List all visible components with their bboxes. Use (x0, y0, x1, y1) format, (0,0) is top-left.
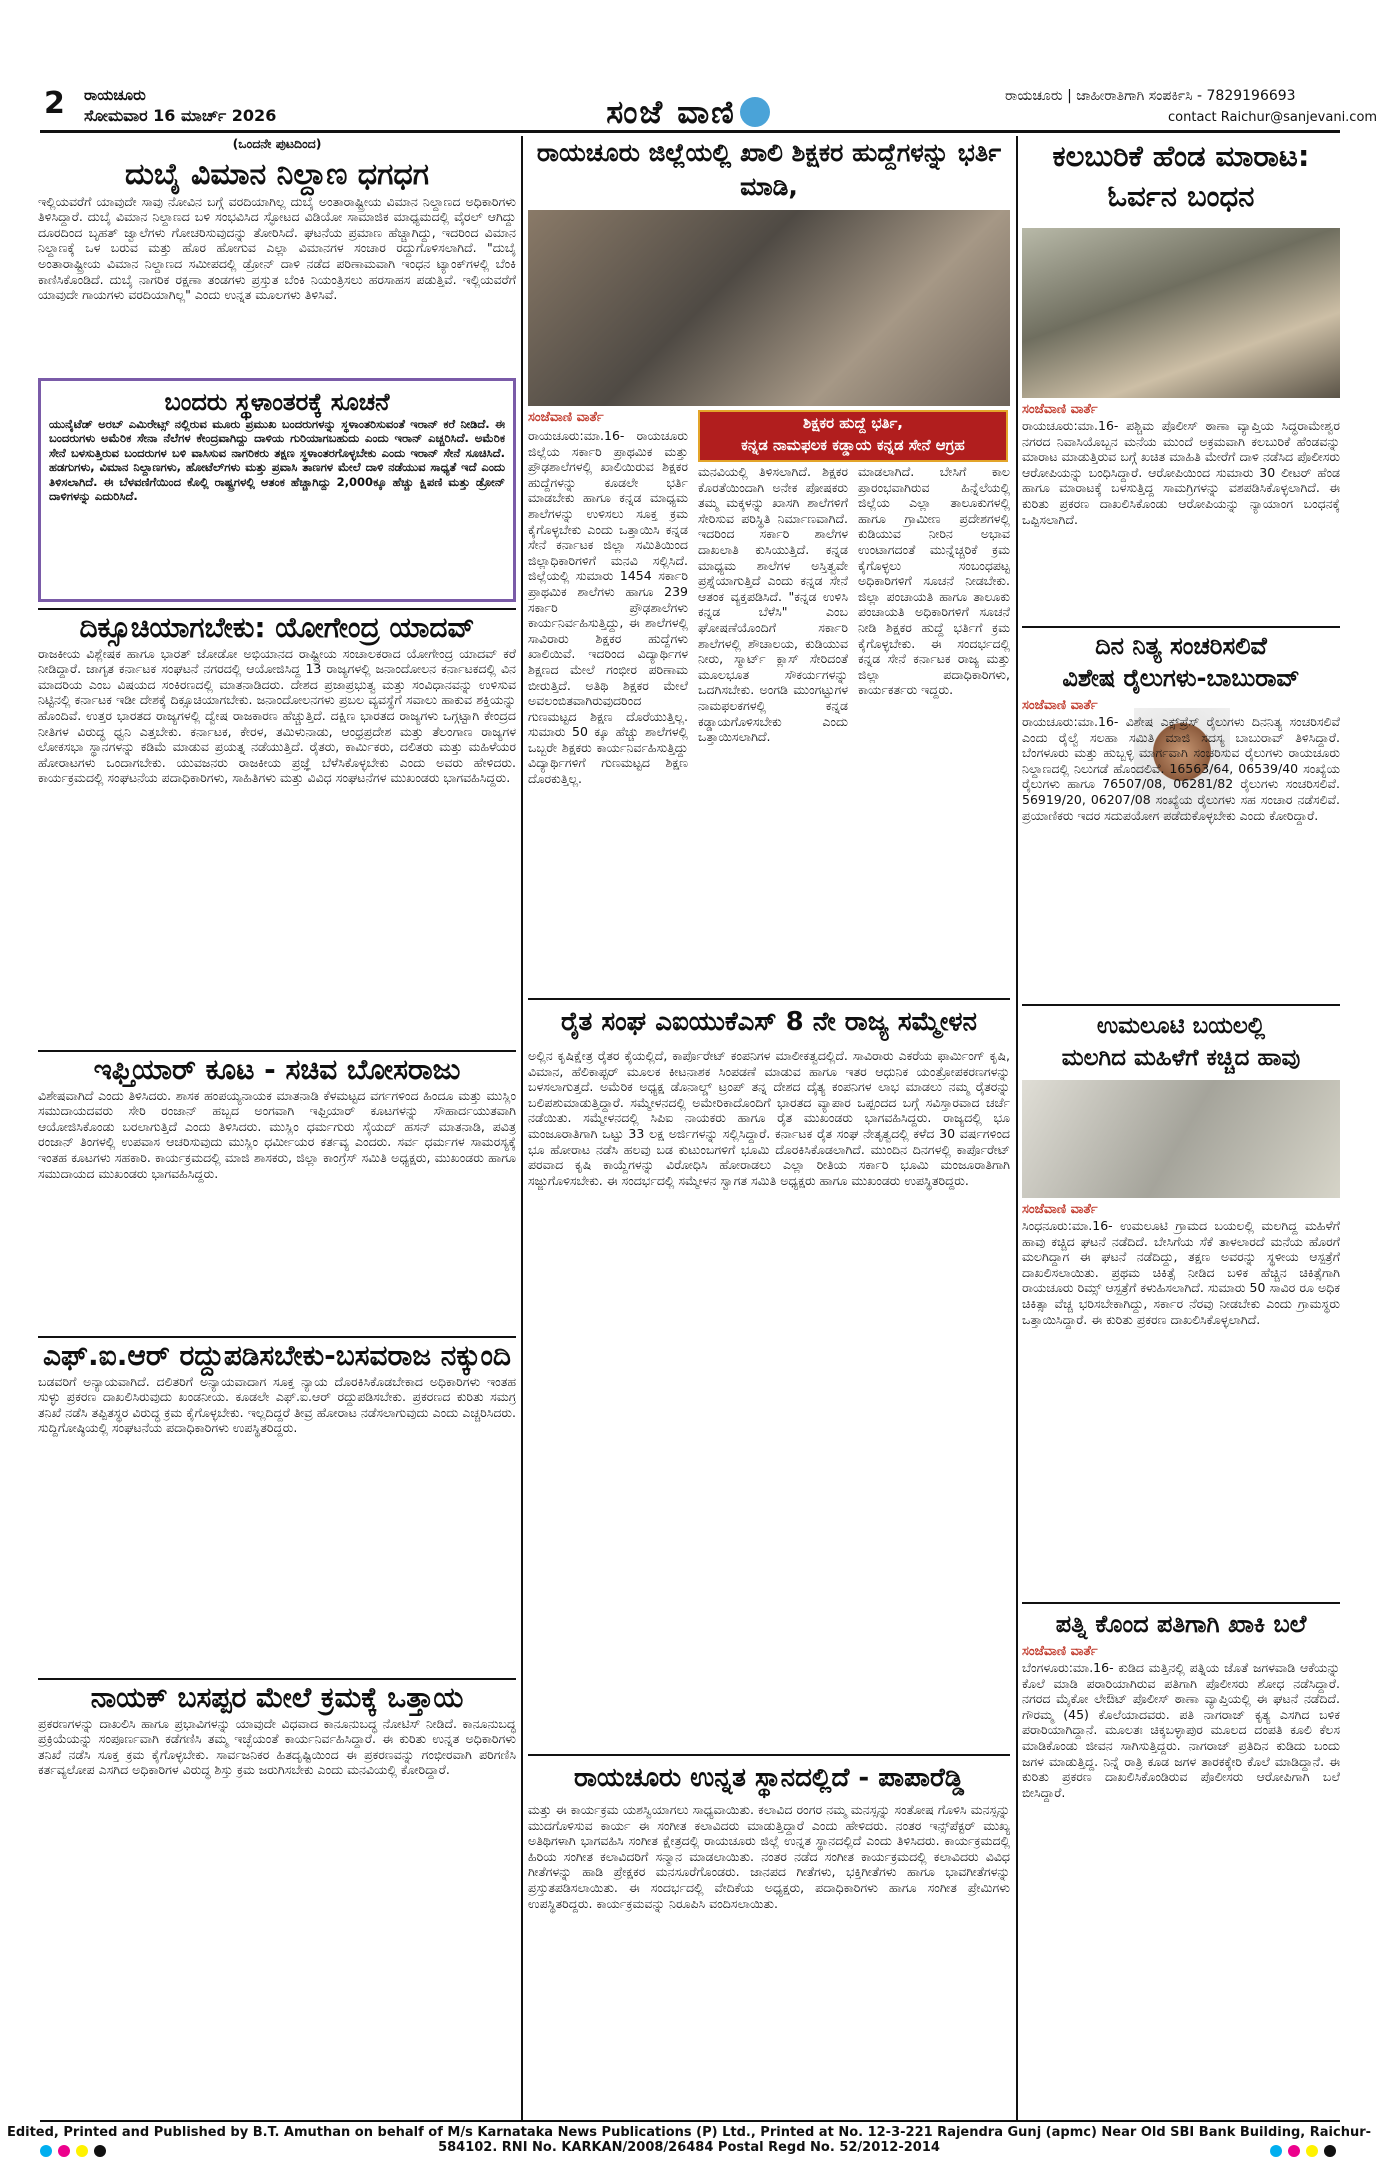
page-number: 2 (44, 86, 65, 121)
snake-photo (1022, 1080, 1340, 1198)
article-trains-title-line1: ದಿನ ನಿತ್ಯ ಸಂಚರಿಸಲಿವೆ (1095, 632, 1267, 660)
column-right (1022, 136, 1340, 2121)
cyan-mark (1270, 2145, 1282, 2157)
column-center (528, 136, 1010, 2121)
masthead-ad-contact: ರಾಯಚೂರು | ಜಾಹೀರಾತಿಗಾಗಿ ಸಂಪರ್ಕಿಸಿ - 7829196693 (1005, 88, 1296, 104)
article-snake-title-line2: ಮಲಗಿದ ಮಹಿಳೆಗೆ ಕಚ್ಚಿದ ಹಾವು (1061, 1045, 1301, 1071)
article-divider (528, 998, 1010, 1000)
boxed-article-body: ಯುನೈಟೆಡ್ ಅರಬ್ ಎಮಿರೇಟ್ಸ್ ನಲ್ಲಿರುವ ಮೂರು ಪ್ರಮುಖ ಬಂದರುಗಳನ್ನು ಸ್ಥಳಾಂತರಿಸುವಂತೆ ಇರಾನ್ ಕರೆ ನೀಡಿದೆ. ಈ ಬಂದರುಗಳು ಅಮೆರಿಕ ಸೇನಾ ನೆಲೆಗಳ ಕೇಂದ್ರವಾಗಿದ್ದು ದಾಳಿಯ ಗುರಿಯಾಗಬಹುದು ಎಂದು ಇರಾನ್ ಎಚ್ಚರಿಸಿದೆ. ಅಮೆರಿಕ ಸೇನೆ ಬಳಸುತ್ತಿರುವ ಬಂದರುಗಳ ಬಳಿ ವಾಸಿಸುವ ನಾಗರಿಕರು ತಕ್ಷಣ ಸ್ಥಳಾಂತರಗೊಳ್ಳಬೇಕು ಎಂದು ಇರಾನ್ ಸೇನೆ ಸೂಚಿಸಿದೆ. ಹಡಗುಗಳು, ವಿಮಾನ ನಿಲ್ದಾಣಗಳು, ಹೋಟೆಲ್‌ಗಳು ಮತ್ತು ಪ್ರವಾಸಿ ತಾಣಗಳ ಮೇಲೆ ದಾಳಿ ನಡೆಯುವ ಸಾಧ್ಯತೆ ಇದೆ ಎಂದು ತಿಳಿಸಲಾಗಿದೆ. ಈ ಬೆಳವಣಿಗೆಯಿಂದ ಕೊಲ್ಲಿ ರಾಷ್ಟ್ರಗಳಲ್ಲಿ ಆತಂಕ ಹೆಚ್ಚಾಗಿದ್ದು 2,000ಕ್ಕೂ ಹೆಚ್ಚು ಕ್ಷಿಪಣಿ ಮತ್ತು ಡ್ರೋನ್ ದಾಳಿಗಳನ್ನು ಎದುರಿಸಿದೆ. (49, 416, 505, 504)
snake-byline: ಸಂಜೆವಾಣಿ ವಾರ್ತೆ (1022, 1202, 1098, 1217)
footer-imprint: Edited, Printed and Published by B.T. Amuthan on behalf of M/s Karnataka News Publications (P) Ltd., Printed at No. 12-3-221 Rajendra Gunj (apmc) Near Old SBI Bank Building, Raichur-584102. RNI No. KARKAN/2008/26484 Postal Regd No. 52/2012-2014 (6, 2125, 1372, 2155)
article-divider (38, 608, 516, 610)
article-nayak-body: ಪ್ರಕರಣಗಳನ್ನು ದಾಖಲಿಸಿ ಹಾಗೂ ಪ್ರಭಾವಿಗಳನ್ನು ಯಾವುದೇ ವಿಧವಾದ ಕಾನೂನುಬದ್ಧ ನೋಟಿಸ್ ನೀಡಿದೆ. ಕಾನೂನುಬದ್ಧ ಪ್ರಕ್ರಿಯೆಯನ್ನು ಸಂಪೂರ್ಣವಾಗಿ ಕಡೆಗಣಿಸಿ ತಮ್ಮ ಇಚ್ಛೆಯಂತೆ ಕಾರ್ಯನಿರ್ವಹಿಸಿದ್ದಾರೆ. ಈ ಕುರಿತು ಉನ್ನತ ಅಧಿಕಾರಿಗಳು ತನಿಖೆ ನಡೆಸಿ ಸೂಕ್ತ ಕ್ರಮ ಕೈಗೊಳ್ಳಬೇಕು. ಸಾರ್ವಜನಿಕರ ಹಿತದೃಷ್ಟಿಯಿಂದ ಈ ಪ್ರಕರಣವನ್ನು ಗಂಭೀರವಾಗಿ ಪರಿಗಣಿಸಿ ಕರ್ತವ್ಯಲೋಪ ಎಸಗಿದ ಅಧಿಕಾರಿಗಳ ವಿರುದ್ಧ ಶಿಸ್ತು ಕ್ರಮ ಜರುಗಿಸಬೇಕು ಎಂದು ಮನವಿಯಲ್ಲಿ ಕೋರಿದ್ದಾರೆ. (38, 1715, 516, 1778)
article-nayak-title: ನಾಯಕ್ ಬಸಪ್ಪರ ಮೇಲೆ ಕ್ರಮಕ್ಕೆ ಒತ್ತಾಯ (90, 1680, 464, 1714)
article-raichur-title: ರಾಯಚೂರು ಉನ್ನತ ಸ್ಥಾನದಲ್ಲಿದೆ - ಪಾಪಾರೆಡ್ಡಿ (573, 1763, 965, 1793)
article-dubai-title: ದುಬೈ ವಿಮಾನ ನಿಲ್ದಾಣ ಧಗಧಗ (124, 156, 430, 192)
article-yadav-title: ದಿಕ್ಸೂಚಿಯಾಗಬೇಕು: ಯೋಗೇಂದ್ರ ಯಾದವ್ (79, 610, 475, 644)
article-snake-body: ಸಿಂಧನೂರು:ಮಾ.16- ಉಮಲೂಟಿ ಗ್ರಾಮದ ಬಯಲಲ್ಲಿ ಮಲಗಿದ್ದ ಮಹಿಳೆಗೆ ಹಾವು ಕಚ್ಚಿದ ಘಟನೆ ನಡೆದಿದೆ. ಬೇಸಿಗೆಯ ಸೆಕೆ ತಾಳಲಾರದೆ ಮನೆಯ ಹೊರಗೆ ಮಲಗಿದ್ದಾಗ ಈ ಘಟನೆ ನಡೆದಿದ್ದು, ತಕ್ಷಣ ಅವರನ್ನು ಸ್ಥಳೀಯ ಆಸ್ಪತ್ರೆಗೆ ದಾಖಲಿಸಲಾಯಿತು. ಪ್ರಥಮ ಚಿಕಿತ್ಸೆ ನೀಡಿದ ಬಳಿಕ ಹೆಚ್ಚಿನ ಚಿಕಿತ್ಸೆಗಾಗಿ ರಾಯಚೂರು ರಿಮ್ಸ್ ಆಸ್ಪತ್ರೆಗೆ ಕಳುಹಿಸಲಾಗಿದೆ. ಸುಮಾರು 50 ಸಾವಿರ ರೂ ಅಧಿಕ ಚಿಕಿತ್ಸಾ ವೆಚ್ಚ ಭರಿಸಬೇಕಾಗಿದ್ದು, ಸರ್ಕಾರ ನೆರವು ನೀಡಬೇಕು ಎಂದು ಗ್ರಾಮಸ್ಥರು ಒತ್ತಾಯಿಸಿದ್ದಾರೆ. ಈ ಕುರಿತು ಪ್ರಕರಣ ದಾಖಲಿಸಿಕೊಳ್ಳಲಾಗಿದೆ. (1022, 1218, 1340, 1327)
boxed-article-title: ಬಂದರು ಸ್ಥಳಾಂತರಕ್ಕೆ ಸೂಚನೆ (164, 387, 390, 416)
murder-byline: ಸಂಜೆವಾಣಿ ವಾರ್ತೆ (1022, 1644, 1098, 1659)
article-divider (38, 1678, 516, 1680)
article-liquor-body: ರಾಯಚೂರು:ಮಾ.16- ಪಶ್ಚಿಮ ಪೊಲೀಸ್ ಠಾಣಾ ವ್ಯಾಪ್ತಿಯ ಸಿದ್ಧರಾಮೇಶ್ವರ ನಗರದ ನಿವಾಸಿಯೊಬ್ಬನ ಮನೆಯ ಮುಂದೆ ಅಕ್ರಮವಾಗಿ ಕಲಬುರಿಕೆ ಹೆಂಡವನ್ನು ಮಾರಾಟ ಮಾಡುತ್ತಿರುವ ಬಗ್ಗೆ ಖಚಿತ ಮಾಹಿತಿ ಮೇರೆಗೆ ದಾಳಿ ನಡೆಸಿದ ಪೊಲೀಸರು ಆರೋಪಿಯನ್ನು ಬಂಧಿಸಿದ್ದಾರೆ. ಆರೋಪಿಯಿಂದ ಸುಮಾರು 30 ಲೀಟರ್ ಹೆಂಡ ಹಾಗೂ ಮಾರಾಟಕ್ಕೆ ಬಳಸುತ್ತಿದ್ದ ಸಾಮಗ್ರಿಗಳನ್ನು ವಶಪಡಿಸಿಕೊಳ್ಳಲಾಗಿದೆ. ಈ ಕುರಿತು ಪ್ರಕರಣ ದಾಖಲಿಸಿಕೊಂಡು ಆರೋಪಿಯನ್ನು ನ್ಯಾಯಾಂಗ ಬಂಧನಕ್ಕೆ ಒಪ್ಪಿಸಲಾಗಿದೆ. (1022, 418, 1340, 527)
article-divider (1022, 626, 1340, 628)
article-farmers-title: ರೈತ ಸಂಘ ಎಐಯುಕೆಎಸ್ 8 ನೇ ರಾಜ್ಯ ಸಮ್ಮೇಳನ (561, 1007, 977, 1037)
article-snake-title-line1: ಉಮಲೂಟಿ ಬಯಲಲ್ಲಿ (1096, 1013, 1266, 1039)
yellow-mark (1306, 2145, 1318, 2157)
lead-title-line1: ರಾಯಚೂರು ಜಿಲ್ಲೆಯಲ್ಲಿ ಖಾಲಿ ಶಿಕ್ಷಕರ ಹುದ್ದೆಗಳನ್ನು ಭರ್ತಿ ಮಾಡಿ, (536, 138, 1002, 201)
article-yadav-body: ರಾಜಕೀಯ ವಿಶ್ಲೇಷಕ ಹಾಗೂ ಭಾರತ್ ಜೋಡೋ ಅಭಿಯಾನದ ರಾಷ್ಟ್ರೀಯ ಸಂಚಾಲಕರಾದ ಯೋಗೇಂದ್ರ ಯಾದವ್ ಕರೆ ನೀಡಿದ್ದಾರೆ. ಜಾಗೃತ ಕರ್ನಾಟಕ ಸಂಘಟನೆ ನಗರದಲ್ಲಿ ಆಯೋಜಿಸಿದ್ದ 13 ರಾಜ್ಯಗಳಲ್ಲಿ ಜನಾಂದೋಲನ ಕರ್ನಾಟಕದಲ್ಲಿ ವಿನ ಮಾದರಿಯ ಎಂಬ ವಿಷಯದ ಸಂಕಿರಣದಲ್ಲಿ ಮಾತನಾಡಿದರು. ದೇಶದ ಪ್ರಜಾಪ್ರಭುತ್ವ ಮತ್ತು ಸಂವಿಧಾನವನ್ನು ಉಳಿಸುವ ನಿಟ್ಟಿನಲ್ಲಿ ಕರ್ನಾಟಕ ಇಡೀ ದೇಶಕ್ಕೆ ದಿಕ್ಸೂಚಿಯಾಗಬೇಕು. ಜನಾಂದೋಲನಗಳು ಪ್ರಬಲ ವ್ಯವಸ್ಥೆಗೆ ಸವಾಲು ಹಾಕುವ ಶಕ್ತಿಯನ್ನು ಹೊಂದಿವೆ. ಉತ್ತರ ಭಾರತದ ರಾಜ್ಯಗಳಲ್ಲಿ ದ್ವೇಷ ರಾಜಕಾರಣ ಹೆಚ್ಚುತ್ತಿದೆ. ದಕ್ಷಿಣ ಭಾರತದ ರಾಜ್ಯಗಳು ಒಗ್ಗಟ್ಟಾಗಿ ಕೇಂದ್ರದ ನೀತಿಗಳ ವಿರುದ್ಧ ಧ್ವನಿ ಎತ್ತಬೇಕು. ಕರ್ನಾಟಕ, ಕೇರಳ, ತಮಿಳುನಾಡು, ಆಂಧ್ರಪ್ರದೇಶ ಮತ್ತು ತೆಲಂಗಾಣ ರಾಜ್ಯಗಳ ಲೋಕಸಭಾ ಸ್ಥಾನಗಳನ್ನು ಕಡಿಮೆ ಮಾಡುವ ಪ್ರಯತ್ನ ನಡೆಯುತ್ತಿದೆ. ರೈತರು, ಕಾರ್ಮಿಕರು, ದಲಿತರು ಮತ್ತು ಮಹಿಳೆಯರ ಹೋರಾಟಗಳು ಒಂದಾಗಬೇಕು. ಯುವಜನರು ರಾಜಕೀಯ ಪ್ರಜ್ಞೆ ಬೆಳೆಸಿಕೊಳ್ಳಬೇಕು ಎಂದು ಅವರು ಹೇಳಿದರು. ಕಾರ್ಯಕ್ರಮದಲ್ಲಿ ಸಂಘಟನೆಯ ಪದಾಧಿಕಾರಿಗಳು, ಸಾಹಿತಿಗಳು ಮತ್ತು ವಿವಿಧ ಸಂಘಟನೆಗಳ ಮುಖಂಡರು ಭಾಗವಹಿಸಿದ್ದರು. (38, 645, 516, 786)
lead-photo (528, 210, 1010, 406)
liquor-byline: ಸಂಜೆವಾಣಿ ವಾರ್ತೆ (1022, 402, 1098, 417)
magenta-mark (1288, 2145, 1300, 2157)
lead-byline: ಸಂಜೆವಾಣಿ ವಾರ್ತೆ (528, 410, 604, 425)
article-murder-title: ಪತ್ನಿ ಕೊಂದ ಪತಿಗಾಗಿ ಖಾಕಿ ಬಲೆ (1055, 1610, 1307, 1638)
article-divider (38, 1050, 516, 1052)
article-raichur-body: ಮತ್ತು ಈ ಕಾರ್ಯಕ್ರಮ ಯಶಸ್ವಿಯಾಗಲು ಸಾಧ್ಯವಾಯಿತು. ಕಲಾವಿದ ರಂಗರ ನಮ್ಮ ಮನಸ್ಸನ್ನು ಸಂತೋಷ ಗೊಳಿಸಿ ಮನಸ್ಸನ್ನು ಮುದಗೊಳಿಸುವ ಕಾರ್ಯ ಈ ಸಂಗೀತ ಕಲಾವಿದರು ಮಾಡುತ್ತಿದ್ದಾರೆ ಎಂದು ಹೇಳಿದರು. ನಂತರ ಇನ್ಸ್‌ಪೆಕ್ಟರ್ ಮುಖ್ಯ ಅತಿಥಿಗಳಾಗಿ ಭಾಗವಹಿಸಿ ಸಂಗೀತ ಕ್ಷೇತ್ರದಲ್ಲಿ ರಾಯಚೂರು ಜಿಲ್ಲೆ ಉನ್ನತ ಸ್ಥಾನದಲ್ಲಿದೆ ಎಂದು ತಿಳಿಸಿದರು. ಕಾರ್ಯಕ್ರಮದಲ್ಲಿ ಹಿರಿಯ ಸಂಗೀತ ಕಲಾವಿದರಿಗೆ ಸನ್ಮಾನ ಮಾಡಲಾಯಿತು. ನಂತರ ನಡೆದ ಸಂಗೀತ ಕಾರ್ಯಕ್ರಮದಲ್ಲಿ ಕಲಾವಿದರು ವಿವಿಧ ಗೀತೆಗಳನ್ನು ಹಾಡಿ ಪ್ರೇಕ್ಷಕರ ಮನಸೂರೆಗೊಂಡರು. ಜಾನಪದ ಗೀತೆಗಳು, ಭಕ್ತಿಗೀತೆಗಳು ಹಾಗೂ ಭಾವಗೀತೆಗಳನ್ನು ಪ್ರಸ್ತುತಪಡಿಸಲಾಯಿತು. ಈ ಸಂದರ್ಭದಲ್ಲಿ ವೇದಿಕೆಯ ಅಧ್ಯಕ್ಷರು, ಪದಾಧಿಕಾರಿಗಳು ಹಾಗೂ ಸಂಗೀತ ಪ್ರೇಮಿಗಳು ಉಪಸ್ಥಿತರಿದ್ದರು. ಕಾರ್ಯಕ್ರಮವನ್ನು ನಿರೂಪಿಸಿ ವಂದಿಸಲಾಯಿತು. (528, 1802, 1010, 1911)
article-trains-title-line2: ವಿಶೇಷ ರೈಲುಗಳು-ಬಾಬುರಾವ್ (1062, 664, 1300, 692)
highlight-line1: ಶಿಕ್ಷಕರ ಹುದ್ದೆ ಭರ್ತಿ, (803, 414, 903, 432)
lead-body-col-a: ರಾಯಚೂರು:ಮಾ.16- ರಾಯಚೂರು ಜಿಲ್ಲೆಯ ಸರ್ಕಾರಿ ಪ್ರಾಥಮಿಕ ಮತ್ತು ಪ್ರೌಢಶಾಲೆಗಳಲ್ಲಿ ಖಾಲಿಯಿರುವ ಶಿಕ್ಷಕರ ಹುದ್ದೆಗಳನ್ನು ಕೂಡಲೇ ಭರ್ತಿ ಮಾಡಬೇಕು ಹಾಗೂ ಕನ್ನಡ ಮಾಧ್ಯಮ ಶಾಲೆಗಳನ್ನು ಉಳಿಸಲು ಸೂಕ್ತ ಕ್ರಮ ಕೈಗೊಳ್ಳಬೇಕು ಎಂದು ಒತ್ತಾಯಿಸಿ ಕನ್ನಡ ಸೇನೆ ಕರ್ನಾಟಕ ಜಿಲ್ಲಾ ಸಮಿತಿಯಿಂದ ಜಿಲ್ಲಾಧಿಕಾರಿಗಳಿಗೆ ಮನವಿ ಸಲ್ಲಿಸಿದೆ. ಜಿಲ್ಲೆಯಲ್ಲಿ ಸುಮಾರು 1454 ಸರ್ಕಾರಿ ಪ್ರಾಥಮಿಕ ಶಾಲೆಗಳು ಹಾಗೂ 239 ಸರ್ಕಾರಿ ಪ್ರೌಢಶಾಲೆಗಳು ಕಾರ್ಯನಿರ್ವಹಿಸುತ್ತಿದ್ದು, ಈ ಶಾಲೆಗಳಲ್ಲಿ ಸಾವಿರಾರು ಶಿಕ್ಷಕರ ಹುದ್ದೆಗಳು ಖಾಲಿಯಿವೆ. ಇದರಿಂದ ವಿದ್ಯಾರ್ಥಿಗಳ ಶಿಕ್ಷಣದ ಮೇಲೆ ಗಂಭೀರ ಪರಿಣಾಮ ಬೀರುತ್ತಿದೆ. ಅತಿಥಿ ಶಿಕ್ಷಕರ ಮೇಲೆ ಅವಲಂಬಿತವಾಗಿರುವುದರಿಂದ ಗುಣಮಟ್ಟದ ಶಿಕ್ಷಣ ದೊರೆಯುತ್ತಿಲ್ಲ. ಸುಮಾರು 50 ಕ್ಕೂ ಹೆಚ್ಚು ಶಾಲೆಗಳಲ್ಲಿ ಒಬ್ಬರೇ ಶಿಕ್ಷಕರು ಕಾರ್ಯನಿರ್ವಹಿಸುತ್ತಿದ್ದು ವಿದ್ಯಾರ್ಥಿಗಳಿಗೆ ಗುಣಮಟ್ಟದ ಶಿಕ್ಷಣ ದೊರಕುತ್ತಿಲ್ಲ. (528, 428, 688, 787)
article-divider (1022, 1602, 1340, 1604)
column-left (38, 136, 516, 2121)
black-mark (1324, 2145, 1336, 2157)
article-fir-body: ಬಡವರಿಗೆ ಅನ್ಯಾಯವಾಗಿದೆ. ದಲಿತರಿಗೆ ಅನ್ಯಾಯವಾದಾಗ ಸೂಕ್ತ ನ್ಯಾಯ ದೊರಕಿಸಿಕೊಡಬೇಕಾದ ಅಧಿಕಾರಿಗಳು ಇಂತಹ ಸುಳ್ಳು ಪ್ರಕರಣ ದಾಖಲಿಸಿರುವುದು ಖಂಡನೀಯ. ಕೂಡಲೇ ಎಫ್.ಐ.ಆರ್ ರದ್ದುಪಡಿಸಬೇಕು. ಪ್ರಕರಣದ ಕುರಿತು ಸಮಗ್ರ ತನಿಖೆ ನಡೆಸಿ ತಪ್ಪಿತಸ್ಥರ ವಿರುದ್ಧ ಕ್ರಮ ಕೈಗೊಳ್ಳಬೇಕು. ಇಲ್ಲದಿದ್ದರೆ ತೀವ್ರ ಹೋರಾಟ ನಡೆಸಲಾಗುವುದು ಎಂದು ಎಚ್ಚರಿಸಿದರು. ಸುದ್ದಿಗೋಷ್ಠಿಯಲ್ಲಿ ಸಂಘಟನೆಯ ಪದಾಧಿಕಾರಿಗಳು ಉಪಸ್ಥಿತರಿದ್ದರು. (38, 1373, 516, 1436)
article-divider (38, 1336, 516, 1338)
article-farmers-body: ಅಲ್ಲಿನ ಕೃಷಿಕ್ಷೇತ್ರ ರೈತರ ಕೈಯಲ್ಲಿದೆ, ಕಾರ್ಪೊರೇಟ್ ಕಂಪನಿಗಳ ಮಾಲೀಕತ್ವದಲ್ಲಿದೆ. ಸಾವಿರಾರು ಎಕರೆಯ ಫಾರ್ಮಿಂಗ್ ಕೃಷಿ, ವಿಮಾನ, ಹೆಲಿಕಾಪ್ಟರ್ ಮೂಲಕ ಕೀಟನಾಶಕ ಸಿಂಪಡಣೆ ಮಾಡುವ ಹಾಗೂ ಇತರ ಆಧುನಿಕ ಯಂತ್ರೋಪಕರಣಗಳನ್ನು ಬಳಸಲಾಗುತ್ತದೆ. ಅಮೆರಿಕ ಅಧ್ಯಕ್ಷ ಡೊನಾಲ್ಡ್ ಟ್ರಂಪ್ ತನ್ನ ದೇಶದ ದೈತ್ಯ ಕಂಪನಿಗಳ ಲಾಭ ಮಾಡಲು ನಮ್ಮ ರೈತರನ್ನು ಬಲಿಪಶುಮಾಡುತ್ತಿದ್ದಾರೆ. ಸಮ್ಮೇಳನದಲ್ಲಿ ಅಮೇರಿಕಾದೊಂದಿಗೆ ಭಾರತದ ವ್ಯಾಪಾರ ಒಪ್ಪಂದದ ಬಗ್ಗೆ ಸವಿಸ್ತಾರವಾದ ಚರ್ಚೆ ನಡೆಯಿತು. ಸಮ್ಮೇಳನದಲ್ಲಿ ಸಿಪಿಐ ನಾಯಕರು ಹಾಗೂ ರೈತ ಮುಖಂಡರು ಭಾಗವಹಿಸಿದ್ದರು. ರಾಜ್ಯದಲ್ಲಿ ಭೂ ಮಂಜೂರಾತಿಗಾಗಿ ಒಟ್ಟು 33 ಲಕ್ಷ ಅರ್ಜಿಗಳನ್ನು ಸಲ್ಲಿಸಿದ್ದಾರೆ. ಕರ್ನಾಟಕ ರೈತ ಸಂಘ ನೇತೃತ್ವದಲ್ಲಿ ಕಳೆದ 30 ವರ್ಷಗಳಿಂದ ಭೂ ಹೋರಾಟ ನಡೆಸಿ ಹಲವು ಬಡ ಕುಟುಂಬಗಳಿಗೆ ಭೂಮಿ ದೊರಕಿಸಿಕೊಡಲಾಗಿದೆ. ಮುಂದಿನ ದಿನಗಳಲ್ಲಿ ಕಾರ್ಪೊರೇಟ್ ಪರವಾದ ಕೃಷಿ ಕಾಯ್ದೆಗಳನ್ನು ವಿರೋಧಿಸಿ ಹೋರಾಡಲು ಎಲ್ಲಾ ರೀತಿಯ ಸರ್ಕಾರಿ ಭೂಮಿ ಮಂಜೂರಾತಿಗಾಗಿ ಸಜ್ಜುಗೊಳಿಸಬೇಕು. ಈ ಸಂದರ್ಭದಲ್ಲಿ ಸಮ್ಮೇಳನ ಸ್ವಾಗತ ಸಮಿತಿ ಅಧ್ಯಕ್ಷರು ಹಾಗೂ ಮುಖಂಡರು ಉಪಸ್ಥಿತರಿದ್ದರು. (528, 1048, 1010, 1188)
print-marks-left (40, 2145, 106, 2157)
newspaper-logo (560, 90, 820, 134)
article-divider (1022, 1004, 1340, 1006)
footer-rule (40, 2120, 1340, 2122)
article-divider (528, 1754, 1010, 1756)
print-marks-right (1270, 2145, 1336, 2157)
cyan-mark (40, 2145, 52, 2157)
liquor-photo (1022, 228, 1340, 398)
masthead-rule (40, 130, 1340, 133)
globe-icon (740, 97, 770, 127)
article-trains-body: ರಾಯಚೂರು:ಮಾ.16- ವಿಶೇಷ ಎಕ್ಸ್‌ಪ್ರೆಸ್ ರೈಲುಗಳು ದಿನನಿತ್ಯ ಸಂಚರಿಸಲಿವೆ ಎಂದು ರೈಲ್ವೆ ಸಲಹಾ ಸಮಿತಿ ಮಾಜಿ ಸದಸ್ಯ ಬಾಬುರಾವ್ ತಿಳಿಸಿದ್ದಾರೆ. ಬೆಂಗಳೂರು ಮತ್ತು ಹುಬ್ಬಳ್ಳಿ ಮಾರ್ಗವಾಗಿ ಸಂಚರಿಸುವ ರೈಲುಗಳು ರಾಯಚೂರು ನಿಲ್ದಾಣದಲ್ಲಿ ನಿಲುಗಡೆ ಹೊಂದಲಿವೆ. 16563/64, 06539/40 ಸಂಖ್ಯೆಯ ರೈಲುಗಳು ಹಾಗೂ 76507/08, 06281/82 ರೈಲುಗಳು ಸಂಚರಿಸಲಿವೆ. 56919/20, 06207/08 ಸಂಖ್ಯೆಯ ರೈಲುಗಳು ಸಹ ಸಂಚಾರ ನಡೆಸಲಿವೆ. ಪ್ರಯಾಣಿಕರು ಇದರ ಸದುಪಯೋಗ ಪಡೆದುಕೊಳ್ಳಬೇಕು ಎಂದು ಕೋರಿದ್ದಾರೆ. (1022, 714, 1340, 823)
column-divider (521, 136, 523, 2121)
masthead-email: contact Raichur@sanjevani.com (1168, 110, 1378, 125)
logo-text: ಸಂಜೆ ವಾಣಿ (606, 92, 736, 131)
article-fir-title: ಎಫ್.ಐ.ಆರ್ ರದ್ದುಪಡಿಸಬೇಕು-ಬಸವರಾಜ ನಕ್ಕುಂದಿ (42, 1338, 512, 1372)
masthead-date: ಸೋಮವಾರ 16 ಮಾರ್ಚ್ 2026 (84, 106, 277, 125)
column-divider (1016, 136, 1018, 2121)
trains-byline: ಸಂಜೆವಾಣಿ ವಾರ್ತೆ (1022, 698, 1098, 713)
magenta-mark (58, 2145, 70, 2157)
article-liquor-title: ಕಲಬುರಿಕೆ ಹೆಂಡ ಮಾರಾಟ: ಓರ್ವನ ಬಂಧನ (1052, 139, 1310, 213)
lead-body-col-c: ಮಾಡಲಾಗಿದೆ. ಬೇಸಿಗೆ ಕಾಲ ಪ್ರಾರಂಭವಾಗಿರುವ ಹಿನ್ನೆಲೆಯಲ್ಲಿ ಜಿಲ್ಲೆಯ ಎಲ್ಲಾ ತಾಲೂಕುಗಳಲ್ಲಿ ಹಾಗೂ ಗ್ರಾಮೀಣ ಪ್ರದೇಶಗಳಲ್ಲಿ ಕುಡಿಯುವ ನೀರಿನ ಅಭಾವ ಉಂಟಾಗದಂತೆ ಮುನ್ನೆಚ್ಚರಿಕೆ ಕ್ರಮ ಕೈಗೊಳ್ಳಲು ಸಂಬಂಧಪಟ್ಟ ಅಧಿಕಾರಿಗಳಿಗೆ ಸೂಚನೆ ನೀಡಬೇಕು. ಜಿಲ್ಲಾ ಪಂಚಾಯತಿ ಹಾಗೂ ತಾಲೂಕು ಪಂಚಾಯತಿ ಅಧಿಕಾರಿಗಳಿಗೆ ಸೂಚನೆ ನೀಡಿ ಶಿಕ್ಷಕರ ಹುದ್ದೆ ಭರ್ತಿಗೆ ಕ್ರಮ ಕೈಗೊಳ್ಳಬೇಕು. ಈ ಸಂದರ್ಭದಲ್ಲಿ ಕನ್ನಡ ಸೇನೆ ಕರ್ನಾಟಕ ರಾಜ್ಯ ಮತ್ತು ಜಿಲ್ಲಾ ಪದಾಧಿಕಾರಿಗಳು, ಕಾರ್ಯಕರ್ತರು ಇದ್ದರು. (858, 464, 1010, 698)
continued-label: (ಒಂದನೇ ಪುಟದಿಂದ) (232, 136, 322, 151)
black-mark (94, 2145, 106, 2157)
article-dubai-body: ಇಲ್ಲಿಯವರೆಗೆ ಯಾವುದೇ ಸಾವು ನೋವಿನ ಬಗ್ಗೆ ವರದಿಯಾಗಿಲ್ಲ ದುಬೈ ಅಂತಾರಾಷ್ಟ್ರೀಯ ವಿಮಾನ ನಿಲ್ದಾಣದ ಅಧಿಕಾರಿಗಳು ತಿಳಿಸಿದ್ದಾರೆ. ದುಬೈ ವಿಮಾನ ನಿಲ್ದಾಣದ ಬಳಿ ಸಂಭವಿಸಿದ ಸ್ಫೋಟದ ವಿಡಿಯೋ ಸಾಮಾಜಿಕ ಮಾಧ್ಯಮದಲ್ಲಿ ವೈರಲ್ ಆಗಿದ್ದು ದೂರದಿಂದ ಬೃಹತ್ ಜ್ವಾಲೆಗಳು ಗೋಚರಿಸುವುದನ್ನು ತೋರಿಸಿದೆ. ಘಟನೆಯ ಪ್ರಮಾಣ ಹೆಚ್ಚಾಗಿದ್ದು, ಇದರಿಂದ ವಿಮಾನ ನಿಲ್ದಾಣಕ್ಕೆ ಒಳ ಬರುವ ಮತ್ತು ಹೊರ ಹೋಗುವ ಎಲ್ಲಾ ವಿಮಾನಗಳ ಸಂಚಾರ ರದ್ದುಗೊಳಿಸಲಾಗಿದೆ. "ದುಬೈ ಅಂತಾರಾಷ್ಟ್ರೀಯ ವಿಮಾನ ನಿಲ್ದಾಣದ ಸಮೀಪದಲ್ಲಿ ಡ್ರೋನ್ ದಾಳಿ ನಡೆದ ಪರಿಣಾಮವಾಗಿ ಇಂಧನ ಟ್ಯಾಂಕ್‌ಗಳಲ್ಲಿ ಬೆಂಕಿ ಕಾಣಿಸಿಕೊಂಡಿದೆ. ದುಬೈ ನಾಗರಿಕ ರಕ್ಷಣಾ ತಂಡಗಳು ಪ್ರಸ್ತುತ ಬೆಂಕಿ ನಿಯಂತ್ರಿಸಲು ಹರಸಾಹಸ ಪಡುತ್ತಿವೆ. ಇಲ್ಲಿಯವರೆಗೆ ಯಾವುದೇ ಗಾಯಗಳು ವರದಿಯಾಗಿಲ್ಲ" ಎಂದು ಉನ್ನತ ಮೂಲಗಳು ತಿಳಿಸಿವೆ. (38, 193, 516, 303)
yellow-mark (76, 2145, 88, 2157)
lead-highlight-box (698, 410, 1008, 462)
lead-body-col-b: ಮನವಿಯಲ್ಲಿ ತಿಳಿಸಲಾಗಿದೆ. ಶಿಕ್ಷಕರ ಕೊರತೆಯಿಂದಾಗಿ ಅನೇಕ ಪೋಷಕರು ತಮ್ಮ ಮಕ್ಕಳನ್ನು ಖಾಸಗಿ ಶಾಲೆಗಳಿಗೆ ಸೇರಿಸುವ ಪರಿಸ್ಥಿತಿ ನಿರ್ಮಾಣವಾಗಿದೆ. ಇದರಿಂದ ಸರ್ಕಾರಿ ಶಾಲೆಗಳ ದಾಖಲಾತಿ ಕುಸಿಯುತ್ತಿದೆ. ಕನ್ನಡ ಮಾಧ್ಯಮ ಶಾಲೆಗಳ ಅಸ್ತಿತ್ವವೇ ಪ್ರಶ್ನೆಯಾಗುತ್ತಿದೆ ಎಂದು ಕನ್ನಡ ಸೇನೆ ಆತಂಕ ವ್ಯಕ್ತಪಡಿಸಿದೆ. "ಕನ್ನಡ ಉಳಿಸಿ ಕನ್ನಡ ಬೆಳೆಸಿ" ಎಂಬ ಘೋಷಣೆಯೊಂದಿಗೆ ಸರ್ಕಾರಿ ಶಾಲೆಗಳಲ್ಲಿ ಶೌಚಾಲಯ, ಕುಡಿಯುವ ನೀರು, ಸ್ಮಾರ್ಟ್ ಕ್ಲಾಸ್ ಸೇರಿದಂತೆ ಮೂಲಭೂತ ಸೌಕರ್ಯಗಳನ್ನು ಒದಗಿಸಬೇಕು. ಅಂಗಡಿ ಮುಂಗಟ್ಟುಗಳ ನಾಮಫಲಕಗಳಲ್ಲಿ ಕನ್ನಡ ಕಡ್ಡಾಯಗೊಳಿಸಬೇಕು ಎಂದು ಒತ್ತಾಯಿಸಲಾಗಿದೆ. (698, 464, 848, 745)
highlight-line2: ಕನ್ನಡ ನಾಮಫಲಕ ಕಡ್ಡಾಯ ಕನ್ನಡ ಸೇನೆ ಆಗ್ರಹ (741, 436, 965, 454)
article-iftar-title: ಇಫ್ತಿಯಾರ್ ಕೂಟ - ಸಚಿವ ಬೋಸರಾಜು (93, 1052, 461, 1086)
article-murder-body: ಬೆಂಗಳೂರು:ಮಾ.16- ಕುಡಿದ ಮತ್ತಿನಲ್ಲಿ ಪತ್ನಿಯ ಜೊತೆ ಜಗಳವಾಡಿ ಆಕೆಯನ್ನು ಕೊಲೆ ಮಾಡಿ ಪರಾರಿಯಾಗಿರುವ ಪತಿಗಾಗಿ ಪೊಲೀಸರು ಶೋಧ ನಡೆಸಿದ್ದಾರೆ. ನಗರದ ಮೈಕೋ ಲೇಔಟ್ ಪೊಲೀಸ್ ಠಾಣಾ ವ್ಯಾಪ್ತಿಯಲ್ಲಿ ಈ ಘಟನೆ ನಡೆದಿದೆ. ಗೌರಮ್ಮ (45) ಕೊಲೆಯಾದವರು. ಪತಿ ನಾಗರಾಜ್ ಕೃತ್ಯ ಎಸಗಿದ ಬಳಿಕ ಪರಾರಿಯಾಗಿದ್ದಾನೆ. ಮೂಲತಃ ಚಿಕ್ಕಬಳ್ಳಾಪುರ ಮೂಲದ ದಂಪತಿ ಕೂಲಿ ಕೆಲಸ ಮಾಡಿಕೊಂಡು ಜೀವನ ಸಾಗಿಸುತ್ತಿದ್ದರು. ನಾಗರಾಜ್ ಪ್ರತಿದಿನ ಕುಡಿದು ಬಂದು ಜಗಳ ಮಾಡುತ್ತಿದ್ದ. ನಿನ್ನೆ ರಾತ್ರಿ ಕೂಡ ಜಗಳ ತಾರಕಕ್ಕೇರಿ ಕೊಲೆ ಮಾಡಿದ್ದಾನೆ. ಈ ಕುರಿತು ಪ್ರಕರಣ ದಾಖಲಿಸಿಕೊಂಡಿರುವ ಪೊಲೀಸರು ಆರೋಪಿಗಾಗಿ ಬಲೆ ಬೀಸಿದ್ದಾರೆ. (1022, 1660, 1340, 1800)
boxed-article-port (38, 378, 516, 602)
article-iftar-body: ವಿಶೇಷವಾಗಿದೆ ಎಂದು ತಿಳಿಸಿದರು. ಶಾಸಕ ಹಂಪಯ್ಯನಾಯಕ ಮಾತನಾಡಿ ಕೆಳಮಟ್ಟದ ವರ್ಗಗಳಿಂದ ಹಿಂದೂ ಮತ್ತು ಮುಸ್ಲಿಂ ಸಮುದಾಯದವರು ಸೇರಿ ರಂಜಾನ್ ಹಬ್ಬದ ಅಂಗವಾಗಿ ಇಫ್ತಿಯಾರ್ ಕೂಟಗಳನ್ನು ಸೌಹಾರ್ದಯುತವಾಗಿ ಆಯೋಜಿಸಿಕೊಂಡು ಬರಲಾಗುತ್ತಿದೆ ಎಂದು ತಿಳಿಸಿದರು. ಮುಸ್ಲಿಂ ಧರ್ಮಗುರು ಸೈಯದ್ ಹಸನ್ ಮಾತನಾಡಿ, ಪವಿತ್ರ ರಂಜಾನ್ ತಿಂಗಳಲ್ಲಿ ಉಪವಾಸ ಆಚರಿಸುವುದು ಮುಸ್ಲಿಂ ಧರ್ಮೀಯರ ಕರ್ತವ್ಯ ಎಂದರು. ಸರ್ವ ಧರ್ಮಗಳ ಸಾಮರಸ್ಯಕ್ಕೆ ಇಂತಹ ಕೂಟಗಳು ಸಹಕಾರಿ. ಕಾರ್ಯಕ್ರಮದಲ್ಲಿ ಮಾಜಿ ಶಾಸಕರು, ಜಿಲ್ಲಾ ಕಾಂಗ್ರೆಸ್ ಸಮಿತಿ ಅಧ್ಯಕ್ಷರು, ಮುಖಂಡರು ಹಾಗೂ ಸಮುದಾಯದ ಮುಖಂಡರು ಭಾಗವಹಿಸಿದ್ದರು. (38, 1087, 516, 1181)
masthead-city: ರಾಯಚೂರು (84, 86, 146, 104)
